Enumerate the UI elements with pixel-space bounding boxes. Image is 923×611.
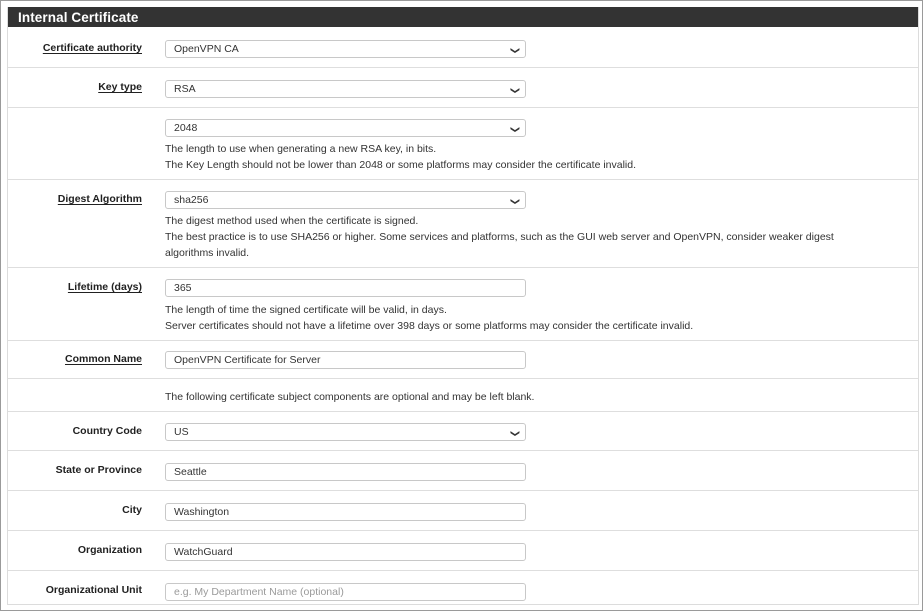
row-state — [8, 451, 918, 491]
chevron-down-icon: ❯ — [510, 197, 521, 206]
row-key-type — [8, 68, 918, 108]
digest-algorithm-value: sha256 — [174, 194, 209, 206]
help-line: The Key Length should not be lower than 2048 or some platforms may consider the certificate invalid. — [165, 159, 637, 171]
row-lifetime — [8, 268, 918, 341]
panel-title: Internal Certificate — [8, 7, 918, 27]
row-city — [8, 491, 918, 531]
row-digest-algorithm — [8, 180, 918, 268]
key-length-help — [165, 141, 905, 173]
digest-algorithm-select[interactable] — [165, 191, 526, 209]
key-length-value: 2048 — [174, 122, 198, 134]
key-type-label: Key type — [98, 81, 142, 93]
common-name-input[interactable]: OpenVPN Certificate for Server — [165, 351, 526, 369]
org-unit-input[interactable] — [165, 583, 526, 601]
row-certificate-authority — [8, 27, 918, 68]
row-org-unit — [8, 571, 918, 605]
row-optional-note — [8, 379, 918, 412]
common-name-label: Common Name — [64, 353, 142, 365]
chevron-down-icon: ❯ — [510, 46, 521, 55]
help-line: The length of time the signed certificate will be valid, in days. — [165, 304, 447, 316]
chevron-down-icon: ❯ — [510, 86, 521, 95]
key-type-select[interactable] — [165, 80, 526, 98]
help-line: Server certificates should not have a lifetime over 398 days or some platforms may consider the certificate invalid. — [165, 320, 694, 332]
help-line: The length to use when generating a new RSA key, in bits. — [165, 143, 437, 155]
digest-algorithm-label: Digest Algorithm — [57, 193, 142, 205]
state-label: State or Province — [55, 464, 142, 476]
certificate-authority-select[interactable] — [165, 40, 526, 58]
country-code-select[interactable] — [165, 423, 526, 441]
chevron-down-icon: ❯ — [510, 429, 521, 438]
city-label: City — [122, 504, 142, 516]
org-unit-placeholder: e.g. My Department Name (optional) — [174, 586, 344, 598]
certificate-authority-label: Certificate authority — [42, 42, 142, 54]
row-organization — [8, 531, 918, 571]
chevron-down-icon: ❯ — [510, 125, 521, 134]
lifetime-label: Lifetime (days) — [67, 281, 142, 293]
internal-certificate-panel — [7, 7, 919, 605]
country-code-value: US — [174, 426, 189, 438]
row-country-code — [8, 412, 918, 451]
help-line: algorithms invalid. — [165, 247, 250, 259]
key-length-select[interactable] — [165, 119, 526, 137]
lifetime-input[interactable]: 365 — [165, 279, 526, 297]
key-type-value: RSA — [174, 83, 196, 95]
city-input[interactable]: Washington — [165, 503, 526, 521]
org-unit-label: Organizational Unit — [45, 584, 142, 596]
organization-input[interactable]: WatchGuard — [165, 543, 526, 561]
state-input[interactable]: Seattle — [165, 463, 526, 481]
country-code-label: Country Code — [72, 425, 142, 437]
row-key-length — [8, 108, 918, 180]
help-line: The best practice is to use SHA256 or higher. Some services and platforms, such as the GUI web server and OpenVPN, consider weaker digest — [165, 231, 834, 243]
organization-label: Organization — [77, 544, 142, 556]
lifetime-help — [165, 302, 905, 334]
row-common-name — [8, 341, 918, 379]
digest-algorithm-help — [165, 213, 905, 261]
help-line: The digest method used when the certificate is signed. — [165, 215, 419, 227]
optional-note: The following certificate subject components are optional and may be left blank. — [165, 391, 535, 403]
certificate-authority-value: OpenVPN CA — [174, 43, 239, 55]
